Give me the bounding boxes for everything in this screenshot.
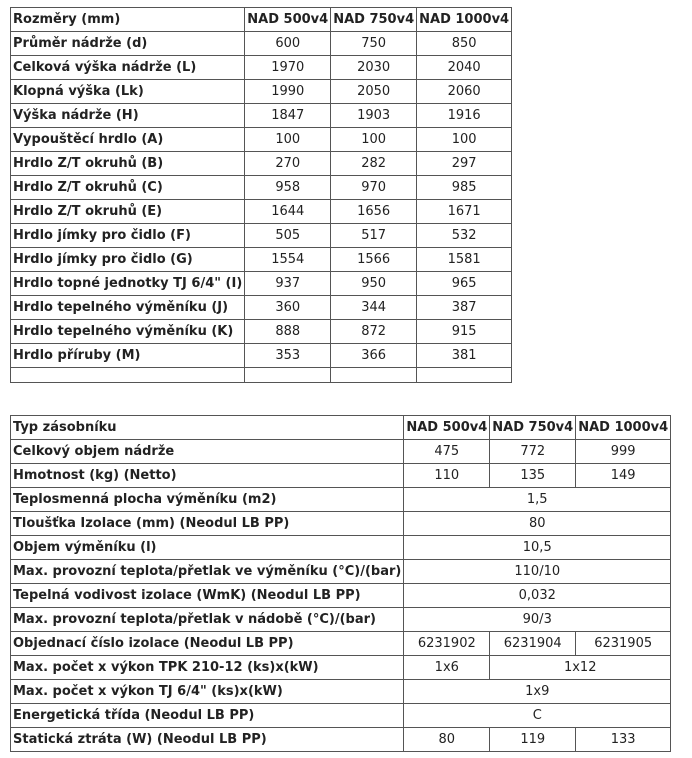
row-value: 517 <box>331 224 417 248</box>
row-value: C <box>404 704 671 728</box>
row-label: Hrdlo topné jednotky TJ 6/4" (I) <box>11 272 245 296</box>
row-label: Hrdlo tepelného výměníku (J) <box>11 296 245 320</box>
header-model: NAD 1000v4 <box>417 8 512 32</box>
row-label: Hrdlo jímky pro čidlo (G) <box>11 248 245 272</box>
row-value: 360 <box>245 296 331 320</box>
table-row <box>11 272 512 296</box>
row-value: 1671 <box>417 200 512 224</box>
row-value: 970 <box>331 176 417 200</box>
row-value: 100 <box>417 128 512 152</box>
table-row <box>11 680 671 704</box>
row-value: 772 <box>490 440 576 464</box>
table-row <box>11 248 512 272</box>
row-value: 387 <box>417 296 512 320</box>
row-value: 1581 <box>417 248 512 272</box>
table-row <box>11 224 512 248</box>
table-row <box>11 488 671 512</box>
table-row <box>11 200 512 224</box>
row-label: Energetická třída (Neodul LB PP) <box>11 704 404 728</box>
row-label: Hrdlo jímky pro čidlo (F) <box>11 224 245 248</box>
row-value: 133 <box>576 728 671 752</box>
header-model: NAD 500v4 <box>404 416 490 440</box>
row-value: 965 <box>417 272 512 296</box>
row-value: 80 <box>404 512 671 536</box>
row-label: Statická ztráta (W) (Neodul LB PP) <box>11 728 404 752</box>
row-value: 1916 <box>417 104 512 128</box>
row-value: 600 <box>245 32 331 56</box>
row-label: Hrdlo tepelného výměníku (K) <box>11 320 245 344</box>
row-label: Hrdlo Z/T okruhů (B) <box>11 152 245 176</box>
table-row <box>11 344 512 368</box>
row-value: 1566 <box>331 248 417 272</box>
row-value: 1644 <box>245 200 331 224</box>
header-model: NAD 500v4 <box>245 8 331 32</box>
row-value: 6231904 <box>490 632 576 656</box>
table-row <box>11 32 512 56</box>
specifications-table <box>10 415 671 752</box>
row-value: 0,032 <box>404 584 671 608</box>
row-label: Celkový objem nádrže <box>11 440 404 464</box>
row-label: Vypouštěcí hrdlo (A) <box>11 128 245 152</box>
table-empty-row <box>11 368 512 383</box>
row-label: Max. počet x výkon TJ 6/4" (ks)x(kW) <box>11 680 404 704</box>
row-label: Hmotnost (kg) (Netto) <box>11 464 404 488</box>
empty-cell <box>331 368 417 383</box>
table-row <box>11 152 512 176</box>
table-row <box>11 728 671 752</box>
header-label: Typ zásobníku <box>11 416 404 440</box>
row-label: Celková výška nádrže (L) <box>11 56 245 80</box>
row-value: 282 <box>331 152 417 176</box>
row-label: Max. provozní teplota/přetlak v nádobě (°C)/(bar) <box>11 608 404 632</box>
row-value: 90/3 <box>404 608 671 632</box>
row-value: 135 <box>490 464 576 488</box>
row-value: 872 <box>331 320 417 344</box>
row-label: Hrdlo Z/T okruhů (C) <box>11 176 245 200</box>
row-value: 888 <box>245 320 331 344</box>
row-value: 6231902 <box>404 632 490 656</box>
row-value: 475 <box>404 440 490 464</box>
table-header-row <box>11 416 671 440</box>
table-row <box>11 296 512 320</box>
row-value: 353 <box>245 344 331 368</box>
header-model: NAD 750v4 <box>490 416 576 440</box>
table-row <box>11 320 512 344</box>
table-row <box>11 560 671 584</box>
row-label: Max. počet x výkon TPK 210-12 (ks)x(kW) <box>11 656 404 680</box>
table-row <box>11 464 671 488</box>
row-value: 80 <box>404 728 490 752</box>
row-value: 100 <box>331 128 417 152</box>
row-value: 958 <box>245 176 331 200</box>
row-value: 1990 <box>245 80 331 104</box>
row-value: 850 <box>417 32 512 56</box>
row-value: 381 <box>417 344 512 368</box>
row-value: 985 <box>417 176 512 200</box>
table-row <box>11 440 671 464</box>
row-value: 1,5 <box>404 488 671 512</box>
row-value: 999 <box>576 440 671 464</box>
row-value: 505 <box>245 224 331 248</box>
row-value: 100 <box>245 128 331 152</box>
row-value: 344 <box>331 296 417 320</box>
row-value: 149 <box>576 464 671 488</box>
row-value: 6231905 <box>576 632 671 656</box>
table-row <box>11 704 671 728</box>
empty-cell <box>417 368 512 383</box>
row-value: 950 <box>331 272 417 296</box>
row-value: 119 <box>490 728 576 752</box>
row-value: 915 <box>417 320 512 344</box>
table-row <box>11 632 671 656</box>
row-label: Tloušťka Izolace (mm) (Neodul LB PP) <box>11 512 404 536</box>
row-label: Hrdlo Z/T okruhů (E) <box>11 200 245 224</box>
table-row <box>11 104 512 128</box>
row-value: 532 <box>417 224 512 248</box>
empty-cell <box>11 368 245 383</box>
row-label: Výška nádrže (H) <box>11 104 245 128</box>
row-value: 1903 <box>331 104 417 128</box>
row-value: 2030 <box>331 56 417 80</box>
row-value: 270 <box>245 152 331 176</box>
row-label: Objem výměníku (l) <box>11 536 404 560</box>
header-model: NAD 1000v4 <box>576 416 671 440</box>
table-row <box>11 128 512 152</box>
row-value: 2050 <box>331 80 417 104</box>
row-value: 1970 <box>245 56 331 80</box>
table-row <box>11 584 671 608</box>
row-value: 297 <box>417 152 512 176</box>
table-row <box>11 656 671 680</box>
row-value: 10,5 <box>404 536 671 560</box>
table-row <box>11 608 671 632</box>
row-value: 750 <box>331 32 417 56</box>
row-label: Průměr nádrže (d) <box>11 32 245 56</box>
row-value: 110 <box>404 464 490 488</box>
row-label: Objednací číslo izolace (Neodul LB PP) <box>11 632 404 656</box>
row-label: Teplosmenná plocha výměníku (m2) <box>11 488 404 512</box>
row-value: 2040 <box>417 56 512 80</box>
dimensions-table <box>10 7 512 383</box>
row-value: 366 <box>331 344 417 368</box>
row-value: 937 <box>245 272 331 296</box>
row-value: 110/10 <box>404 560 671 584</box>
row-value: 1554 <box>245 248 331 272</box>
row-value: 1x9 <box>404 680 671 704</box>
row-value: 1656 <box>331 200 417 224</box>
table-row <box>11 536 671 560</box>
row-value: 1847 <box>245 104 331 128</box>
empty-cell <box>245 368 331 383</box>
row-label: Tepelná vodivost izolace (WmK) (Neodul LB PP) <box>11 584 404 608</box>
row-label: Klopná výška (Lk) <box>11 80 245 104</box>
table-row <box>11 80 512 104</box>
header-label: Rozměry (mm) <box>11 8 245 32</box>
row-label: Hrdlo příruby (M) <box>11 344 245 368</box>
row-label: Max. provozní teplota/přetlak ve výměníku (°C)/(bar) <box>11 560 404 584</box>
header-model: NAD 750v4 <box>331 8 417 32</box>
table-header-row <box>11 8 512 32</box>
table-row <box>11 512 671 536</box>
row-value: 2060 <box>417 80 512 104</box>
row-value: 1x12 <box>490 656 671 680</box>
table-row <box>11 176 512 200</box>
table-row <box>11 56 512 80</box>
row-value: 1x6 <box>404 656 490 680</box>
